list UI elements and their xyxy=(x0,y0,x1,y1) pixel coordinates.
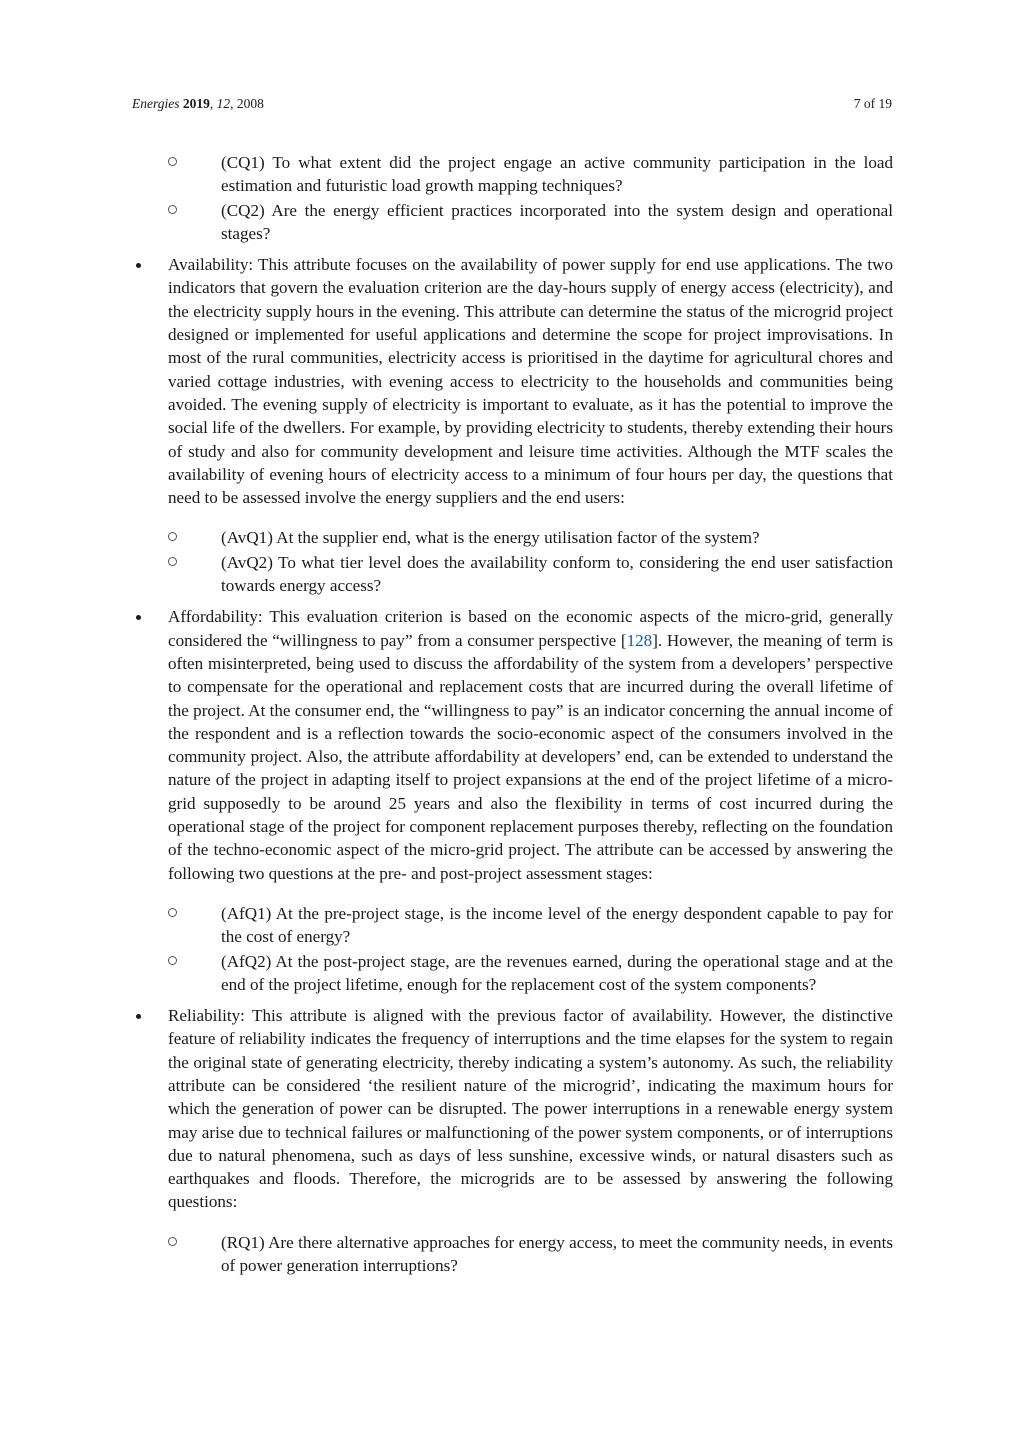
citation-link[interactable]: 128 xyxy=(626,630,653,650)
community-question-list xyxy=(132,151,893,245)
availability-item xyxy=(132,253,893,509)
journal-citation: Energies 2019, 12, 2008 xyxy=(132,96,264,111)
question-item xyxy=(132,551,893,598)
question-text: (CQ2) Are the energy efficient practices incorporated into the system design and operational stages? xyxy=(221,200,893,243)
journal-name: Energies xyxy=(132,96,180,111)
page-body xyxy=(132,151,893,1285)
journal-year: 2019 xyxy=(182,96,210,111)
question-text: (AvQ1) At the supplier end, what is the energy utilisation factor of the system? xyxy=(221,528,760,548)
circle-bullet-icon xyxy=(168,557,177,566)
question-text: (AvQ2) To what tier level does the availability conform to, considering the end user satisfaction towards energy access? xyxy=(221,552,893,596)
bullet-icon xyxy=(136,1014,141,1019)
question-item xyxy=(132,151,893,198)
question-item xyxy=(132,950,893,997)
affordability-question-list xyxy=(132,902,893,996)
question-item xyxy=(132,1231,893,1278)
question-text: (CQ1) To what extent did the project engage an active community participation in the load estimation and futuristic load growth mapping techniques? xyxy=(221,153,893,196)
question-item xyxy=(132,902,893,949)
affordability-text-part: Affordability: This evaluation criterion is based on the economic aspects of the micro-grid, generally considered the “willingness to pay” from a consumer perspective [ xyxy=(168,607,893,650)
question-text: (RQ1) Are there alternative approaches for energy access, to meet the community needs, in events of power generation interruptions? xyxy=(221,1232,893,1276)
circle-bullet-icon xyxy=(168,956,177,965)
circle-bullet-icon xyxy=(168,1237,177,1246)
reliability-item xyxy=(132,1004,893,1214)
page-number: 7 of 19 xyxy=(853,96,892,111)
circle-bullet-icon xyxy=(168,157,177,166)
affordability-text-part: ]. However, the meaning of term is often misinterpreted, being used to discuss the affordability of the system from a developers’ perspective to compensate for the operational and replacement costs that are incurred during the overall lifetime of the project. At the consumer end, the “willingness to pay” is an indicator concerning the annual income of the respondent and is a reflection towards the socio-economic aspect of the consumers involved in the community project. Also, the attribute affordability at developers’ end, can be extended to understand the nature of the project in adapting itself to project expansions at the end of the project lifetime of a micro-grid supposedly to be around 25 years and also the flexibility in terms of cost incurred during the operational stage of the project for component replacement purposes thereby, reflecting on the foundation of the techno-economic aspect of the micro-grid project. The attribute can be accessed by answering the following two questions at the pre- and post-project assessment stages: xyxy=(168,630,893,883)
question-item xyxy=(132,199,893,246)
reliability-question-list xyxy=(132,1231,893,1278)
question-text: (AfQ2) At the post-project stage, are the revenues earned, during the operational stage and at the end of the project lifetime, enough for the replacement cost of the system components? xyxy=(221,951,893,994)
availability-text: Availability: This attribute focuses on the availability of power supply for end use applications. The two indicators that govern the evaluation criterion are the day-hours supply of energy access (electricity), and the electricity supply hours in the evening. This attribute can determine the status of the microgrid project designed or implemented for useful applications and determine the scope for project improvisations. In most of the rural communities, electricity access is prioritised in the daytime for agricultural chores and varied cottage industries, with evening access to electricity to the households and communities being avoided. The evening supply of electricity is important to evaluate, as it has the potential to improve the social life of the dwellers. For example, by providing electricity to students, thereby extending their hours of study and also for community development and leisure time activities. Although the MTF scales the availability of evening hours of electricity access to a minimum of four hours per day, the questions that need to be assessed involve the energy suppliers and the end users: xyxy=(168,255,893,508)
reliability-text: Reliability: This attribute is aligned with the previous factor of availability. However, the distinctive feature of reliability indicates the frequency of interruptions and the time elapses for the system to regain the original state of generating electricity, thereby indicating a system’s autonomy. As such, the reliability attribute can be considered ‘the resilient nature of the microgrid’, indicating the maximum hours for which the generation of power can be disrupted. The power interruptions in a renewable energy system may arise due to technical failures or malfunctioning of the power system components, or of interruptions due to natural phenomena, such as days of less sunshine, excessive winds, or natural disasters such as earthquakes and floods. Therefore, the microgrids are to be assessed by answering the following questions: xyxy=(168,1006,893,1212)
circle-bullet-icon xyxy=(168,532,177,541)
bullet-icon xyxy=(136,263,141,268)
availability-question-list xyxy=(132,526,893,597)
page-header xyxy=(132,96,892,116)
journal-volume: 12 xyxy=(216,96,231,111)
affordability-text xyxy=(168,607,893,882)
question-text: (AfQ1) At the pre-project stage, is the income level of the energy despondent capable to pay for the cost of energy? xyxy=(221,903,893,947)
article-number: 2008 xyxy=(236,96,264,111)
circle-bullet-icon xyxy=(168,908,177,917)
affordability-item xyxy=(132,605,893,885)
question-item xyxy=(132,526,893,549)
circle-bullet-icon xyxy=(168,205,177,214)
bullet-icon xyxy=(136,615,141,620)
